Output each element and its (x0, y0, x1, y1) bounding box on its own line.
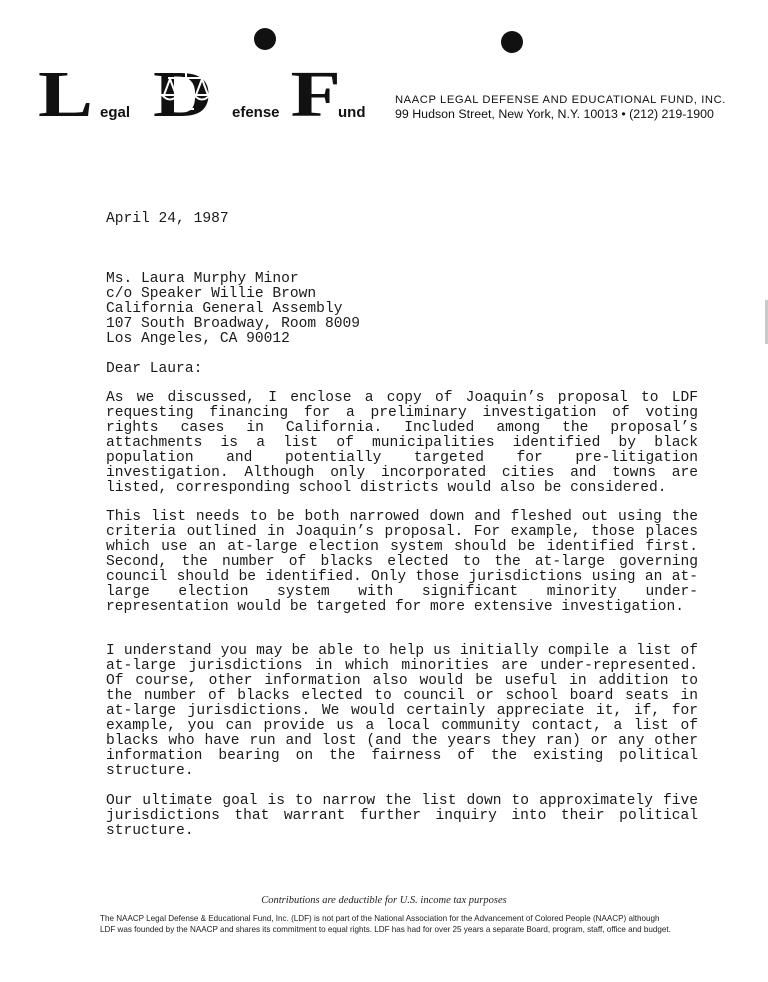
disclaimer-line: LDF was founded by the NAACP and shares its commitment to equal rights. LDF has had for over 25 years a separate Board, program, staff, office and budget. (100, 925, 671, 934)
letter-date: April 24, 1987 (106, 211, 229, 227)
disclaimer-line: The NAACP Legal Defense & Educational Fund, Inc. (LDF) is not part of the National Association for the Advancement of Colored People (NAACP) although (100, 914, 660, 923)
body-paragraph-4: Our ultimate goal is to narrow the list down to approximately five jurisdictions that warrant further inquiry into their political structure. (106, 793, 698, 839)
recipient-line: California General Assembly (106, 301, 343, 317)
body-paragraph-1: As we discussed, I enclose a copy of Joaquin’s proposal to LDF requesting financing for a preliminary investigation of voting rights cases in California. Included among the proposal’s attachments is a list of municipalities identified by black population and potentially targeted for pre-litigation investigation. Although only incorporated cities and towns are listed, corresponding school districts would also be considered. (106, 390, 698, 496)
logo-word-egal: egal (100, 104, 131, 121)
letterhead-dot-left (254, 28, 276, 50)
organization-name: NAACP LEGAL DEFENSE AND EDUCATIONAL FUND, INC. (395, 94, 726, 106)
letterhead-dot-right (501, 31, 523, 53)
logo-letter-f: F (290, 62, 341, 124)
logo-word-efense: efense (232, 104, 280, 121)
salutation: Dear Laura: (106, 361, 203, 377)
letterhead-contact (395, 94, 726, 121)
recipient-address (106, 272, 698, 347)
logo-word-und: und (338, 104, 366, 121)
logo-letter-l: L (38, 62, 94, 124)
footer-disclaimer (100, 913, 680, 935)
recipient-line: Los Angeles, CA 90012 (106, 331, 290, 347)
body-paragraph-2: This list needs to be both narrowed down and fleshed out using the criteria outlined in Joaquin’s proposal. For example, those places which use an at-large election system should be identified first. Second, the number of blacks elected to the at-large governing council should be identified. Only those jurisdictions using an at-large election system with significant minority under-representation would be targeted for more extensive investigation. (106, 509, 698, 615)
recipient-line: 107 South Broadway, Room 8009 (106, 316, 360, 332)
ldf-logo (38, 62, 378, 124)
body-paragraph-3: I understand you may be able to help us initially compile a list of at-large jurisdictions in which minorities are under-represented. Of course, other information also would be useful in addition to the number of blacks elected to council or school board seats in at-large jurisdictions. We would certainly appreciate it, if, for example, you can provide us a local community contact, a list of blacks who have run and lost (and the years they ran) or any other information bearing on the fairness of the existing political structure. (106, 643, 698, 779)
recipient-line: c/o Speaker Willie Brown (106, 286, 317, 302)
recipient-line: Ms. Laura Murphy Minor (106, 271, 299, 287)
tax-deductible-note: Contributions are deductible for U.S. income tax purposes (261, 895, 507, 906)
logo-letter-d: D (153, 62, 213, 124)
organization-address: 99 Hudson Street, New York, N.Y. 10013 • (212) 219-1900 (395, 107, 714, 121)
